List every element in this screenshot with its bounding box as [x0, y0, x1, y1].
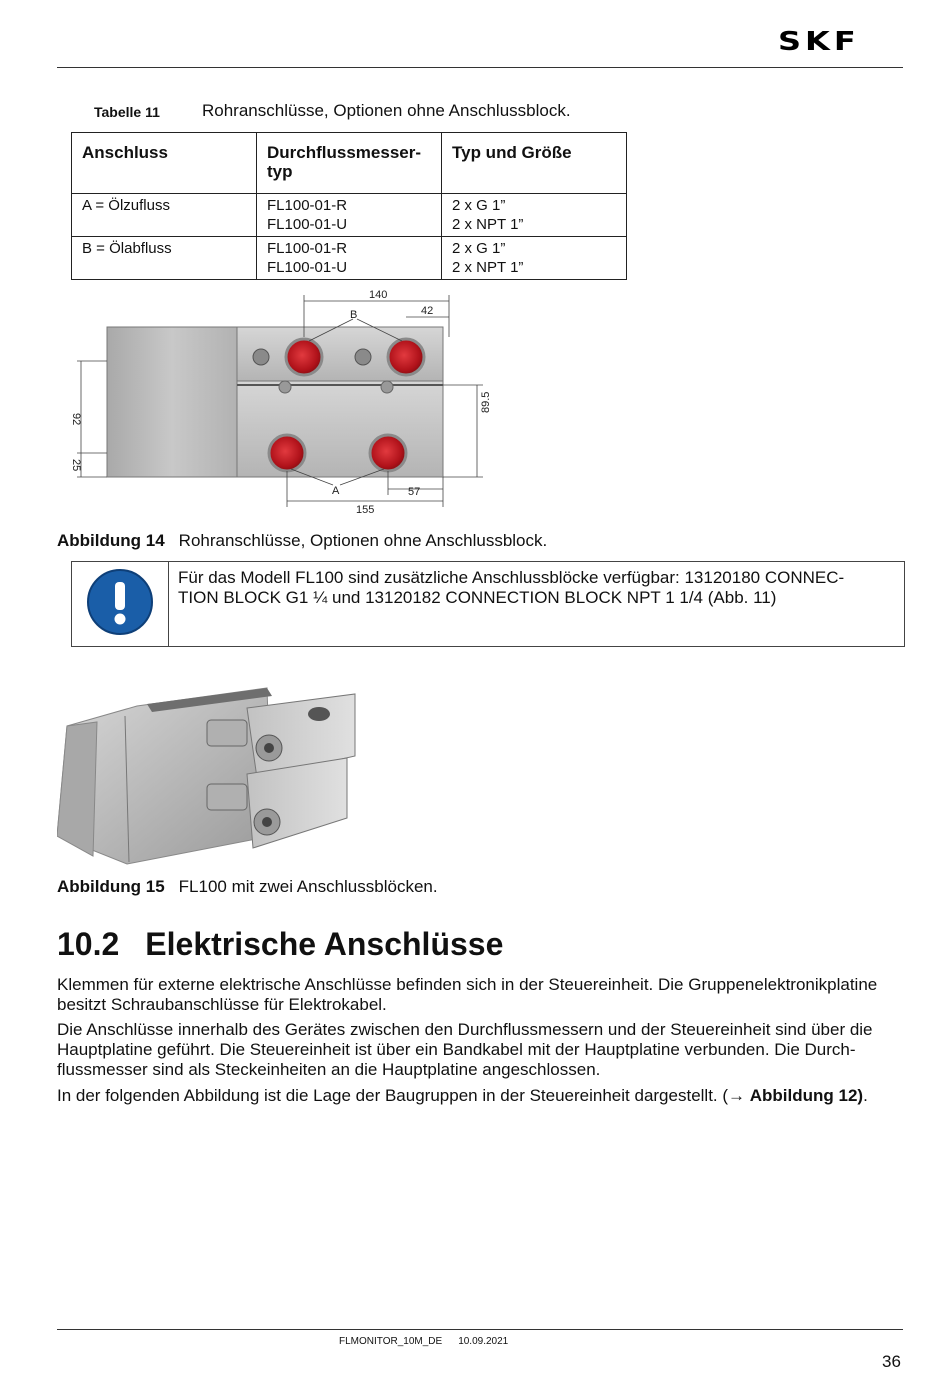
page-number: 36 — [882, 1352, 901, 1371]
figure-15-photo — [57, 686, 359, 868]
figure-15-caption: Abbildung 15 FL100 mit zwei Anschlussblöcken. — [57, 877, 438, 896]
svg-text:89.5: 89.5 — [480, 391, 492, 413]
paragraph-1: Klemmen für externe elektrische Anschlüsse befinden sich in der Steuereinheit. Die Gruppenelektronikplatine besitzt Schraubanschlüsse für Elektrokabel. — [57, 975, 878, 1014]
header-anschluss: Anschluss — [72, 133, 257, 194]
cell-groesse: 2 x G 1” 2 x NPT 1” — [442, 194, 627, 237]
figure-14-caption: Abbildung 14 Rohranschlüsse, Optionen ohne Anschlussblock. — [57, 531, 548, 550]
notice-icon-cell — [72, 562, 169, 646]
cell-typ: FL100-01-R FL100-01-U — [257, 237, 442, 280]
paragraph-3: In der folgenden Abbildung ist die Lage der Baugruppen in der Steuereinheit dargestellt. (→ Abbildung 12). — [57, 1086, 868, 1105]
table-row — [72, 194, 627, 237]
svg-text:92: 92 — [70, 413, 82, 426]
paragraph-2: Die Anschlüsse innerhalb des Gerätes zwischen den Durchflussmessern und der Steuereinheit sind über die Hauptplatine geführt. Die Steuereinheit ist über ein Bandkabel mit der Hauptplatine verbunden. Die Durch- flussmesser sind als Steckeinheiten an die Hauptplatine angeschlossen. — [57, 1020, 873, 1079]
cell-typ: FL100-01-R FL100-01-U — [257, 194, 442, 237]
exclamation-icon — [72, 562, 168, 646]
header-durchflussmesser: Durchflussmesser- typ — [257, 133, 442, 194]
figure-reference-link[interactable]: Abbildung 12) — [749, 1086, 864, 1105]
header-divider — [57, 67, 903, 68]
svg-text:25: 25 — [70, 459, 82, 472]
pipe-connections-table — [71, 132, 627, 280]
footer-divider — [57, 1329, 903, 1330]
cell-anschluss: B = Ölabfluss — [72, 237, 257, 280]
header-typ-groesse: Typ und Größe — [442, 133, 627, 194]
footer-doc-info: FLMONITOR_10M_DE 10.09.2021 — [339, 1336, 509, 1347]
notice-box — [71, 561, 905, 647]
svg-text:42: 42 — [421, 305, 434, 317]
svg-text:155: 155 — [356, 504, 375, 516]
svg-text:140: 140 — [369, 289, 388, 301]
table-header-row — [72, 133, 627, 194]
svg-text:A: A — [332, 485, 340, 497]
svg-text:57: 57 — [408, 486, 421, 498]
notice-text: Für das Modell FL100 sind zusätzliche Anschlussblöcke verfügbar: 13120180 CONNEC- TION BLOCK G1 ¼ und 13120182 CONNECTION BLOCK NPT 1 1/4 (Abb. 11) — [178, 568, 845, 607]
table-caption: Rohranschlüsse, Optionen ohne Anschlussblock. — [202, 101, 571, 120]
svg-text:B: B — [350, 309, 358, 321]
skf-logo: SKF — [778, 26, 860, 57]
table-label: Tabelle 11 — [94, 104, 160, 120]
section-heading: 10.2 Elektrische Anschlüsse — [57, 926, 504, 962]
cell-anschluss: A = Ölzufluss — [72, 194, 257, 237]
table-row — [72, 237, 627, 280]
figure-14-drawing — [57, 285, 507, 517]
cell-groesse: 2 x G 1” 2 x NPT 1” — [442, 237, 627, 280]
